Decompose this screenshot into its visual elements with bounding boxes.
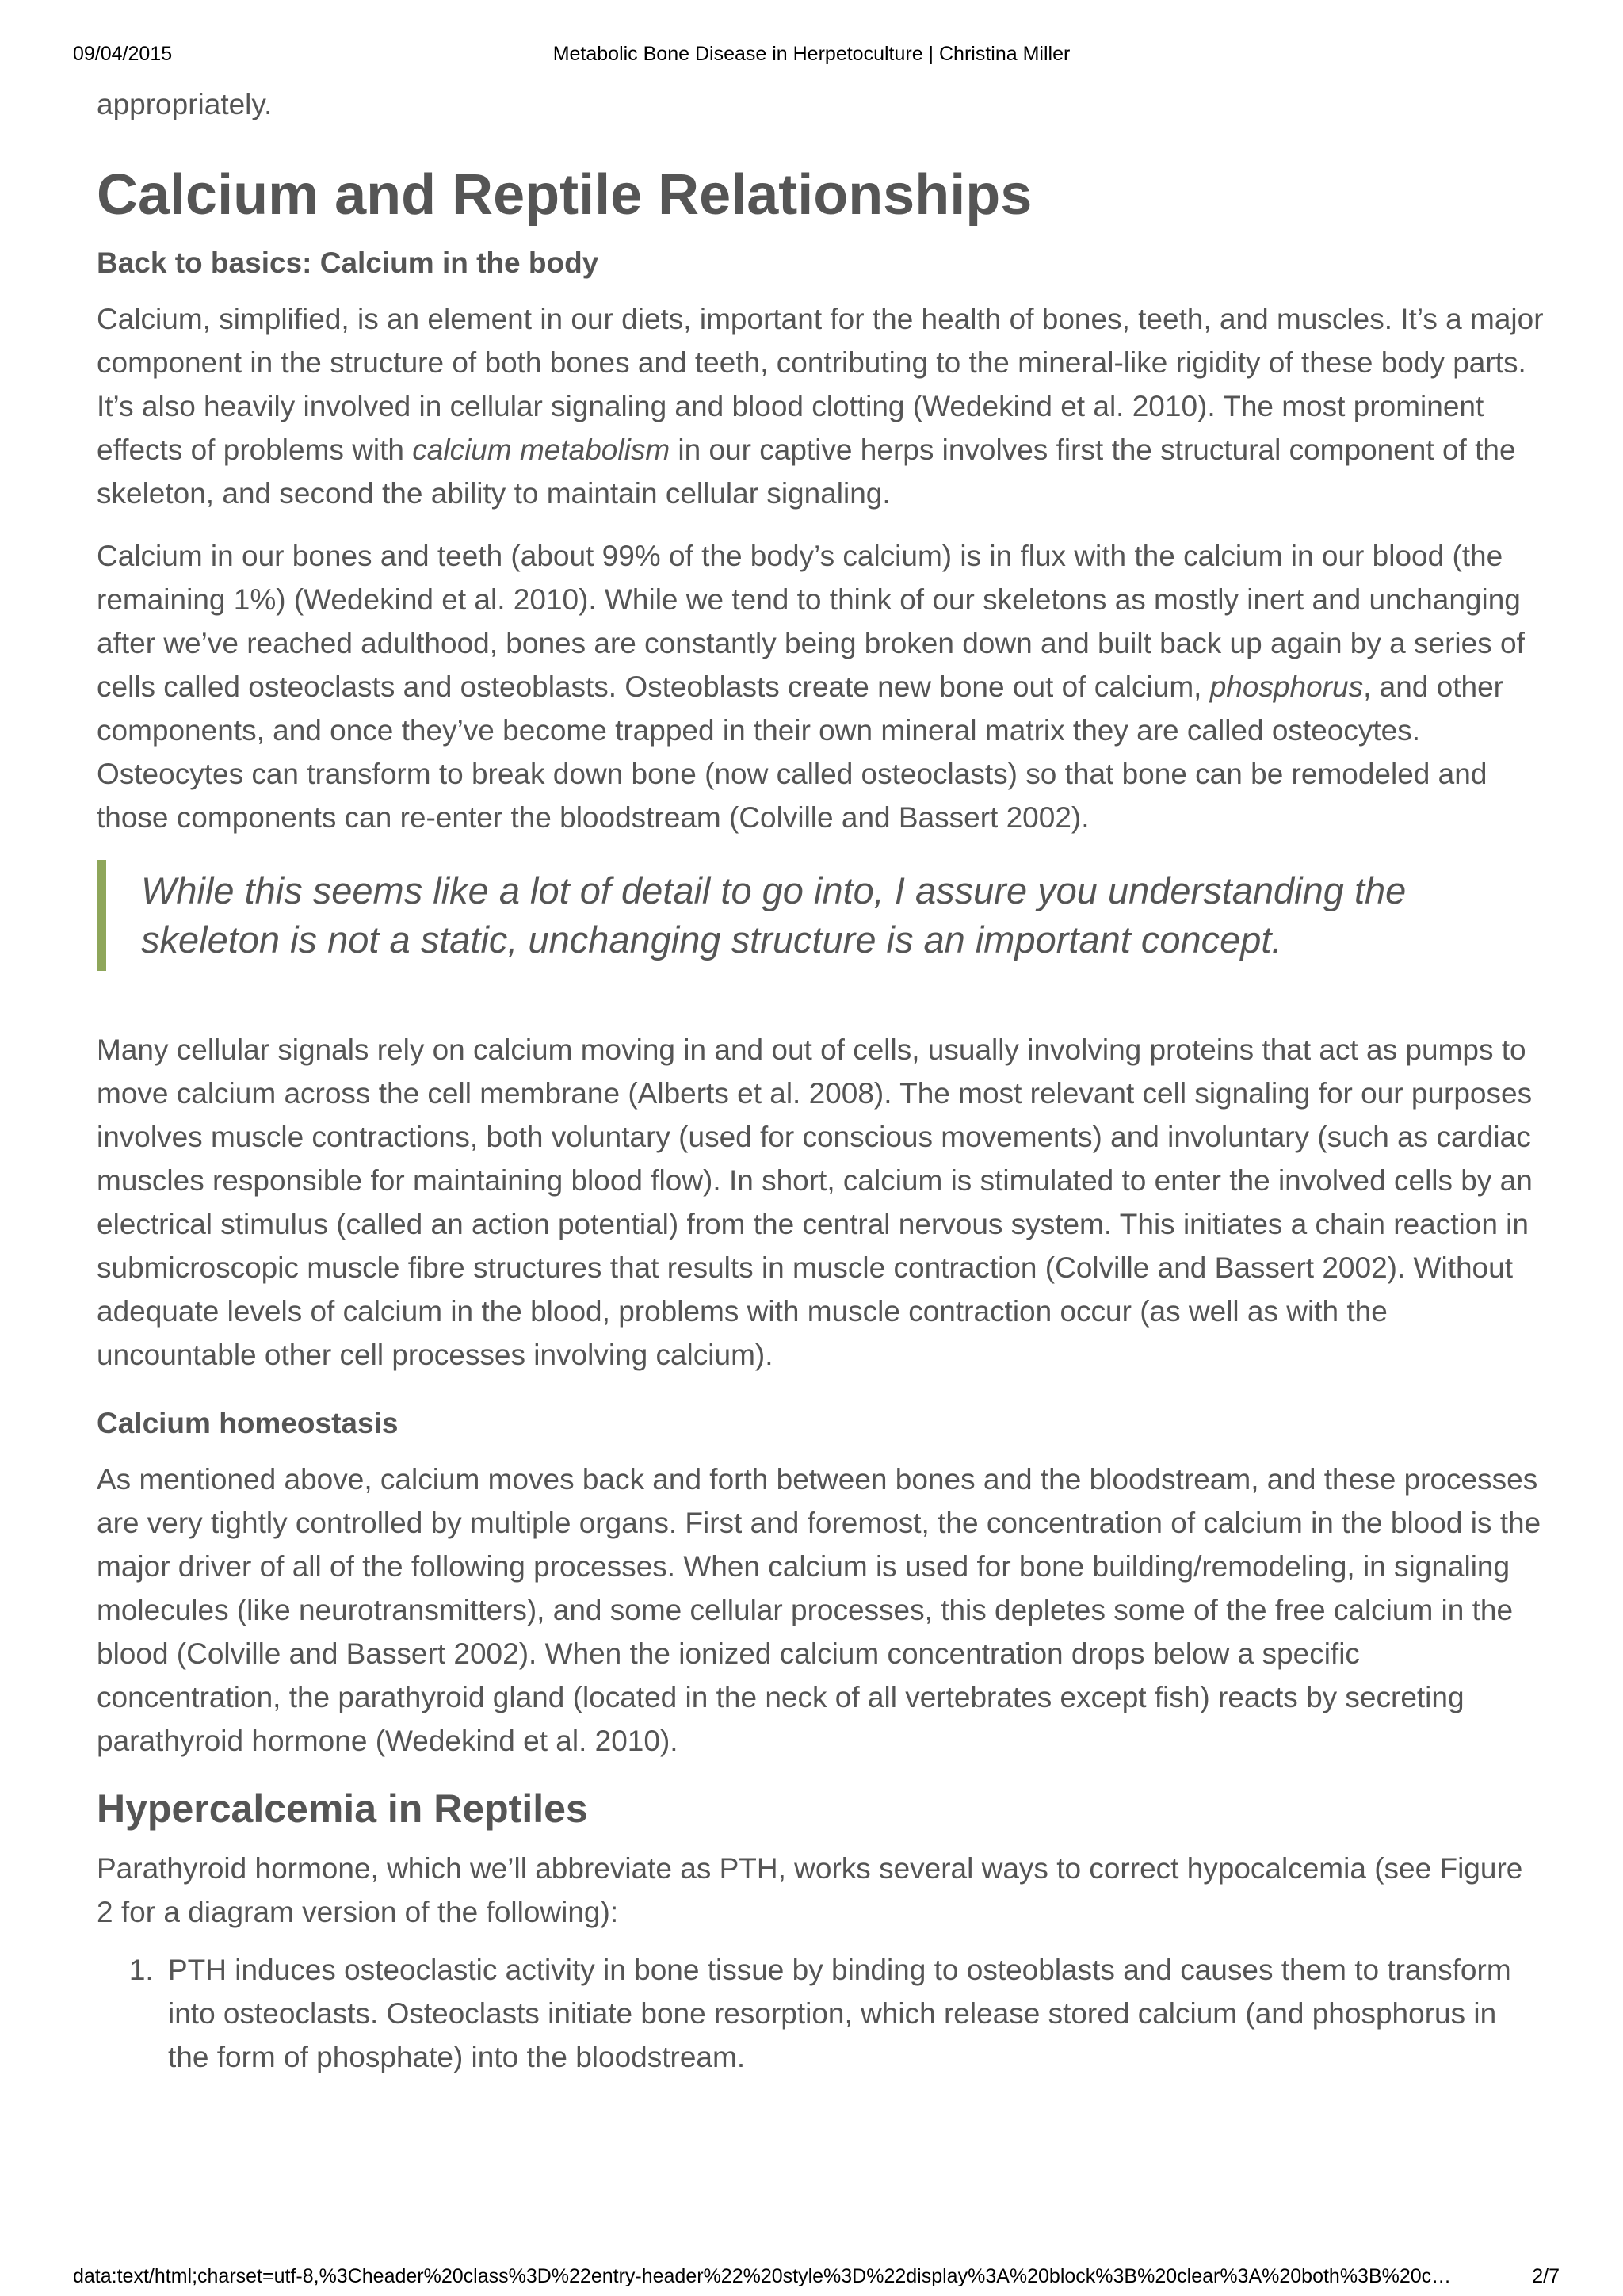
section-heading-hypercalcemia: Hypercalcemia in Reptiles bbox=[97, 1786, 588, 1831]
print-date: 09/04/2015 bbox=[73, 43, 173, 65]
paragraph-homeostasis: As mentioned above, calcium moves back and forth between bones and the bloodstream, and these processes are very tightly controlled by multiple organs. First and foremost, the concentration of calcium in the blood is the major driver of all of the following processes. When calcium is used for bone building/remodeling, in signaling molecules (like neurotransmitters), and some cellular processes, this depletes some of the free calcium in the blood (Colville and Bassert 2002). When the ionized calcium concentration drops below a specific concentration, the parathyroid gland (located in the neck of all vertebrates except fish) reacts by secreting parathyroid hormone (Wedekind et al. 2010). bbox=[97, 1463, 1541, 1757]
list-item: 1. PTH induces osteoclastic activity in bone tissue by binding to osteoblasts and causes them to transform into osteoclasts. Osteoclasts initiate bone resorption, which release stored calcium (and phosphorus in the form of phosphate) into the bloodstream. bbox=[162, 1948, 1544, 2079]
print-header bbox=[0, 43, 1623, 68]
subheading-calcium-homeostasis: Calcium homeostasis bbox=[97, 1407, 399, 1439]
paragraph-cellular-signals: Many cellular signals rely on calcium moving in and out of cells, usually involving proteins that act as pumps to move calcium across the cell membrane (Alberts et al. 2008). The most relevant cell signaling for our purposes involves muscle contractions, both voluntary (used for conscious movements) and involuntary (such as cardiac muscles responsible for maintaining blood flow). In short, calcium is stimulated to enter the involved cells by an electrical stimulus (called an action potential) from the central nervous system. This initiates a chain reaction in submicroscopic muscle fibre structures that results in muscle contraction (Colville and Bassert 2002). Without adequate levels of calcium in the blood, problems with muscle contraction occur (as well as with the uncountable other cell processes involving calcium). bbox=[97, 1033, 1533, 1371]
print-page-number: 2/7 bbox=[1532, 2265, 1560, 2287]
emphasis-phosphorus: phosphorus bbox=[1209, 670, 1364, 703]
subheading-back-to-basics: Back to basics: Calcium in the body bbox=[97, 246, 599, 279]
paragraph-calcium-bones-teeth: Calcium in our bones and teeth (about 99% of the body’s calcium) is in flux with the calcium in our blood (the remaining 1%) (Wedekind et al. 2010). While we tend to think of our skeletons as mostly inert and unchanging after we’ve reached adulthood, bones are constantly being broken down and built back up again by a series of cells called osteoclasts and osteoblasts. Osteoblasts create new bone out of calcium, phosphorus, and other components, and once they’ve become trapped in their own mineral matrix they are called osteocytes. Osteocytes can transform to break down bone (now called osteoclasts) so that bone can be remodeled and those components can re-enter the bloodstream (Colville and Bassert 2002). bbox=[97, 540, 1525, 834]
pth-steps-list bbox=[97, 1948, 1544, 2079]
section-heading-calcium-reptile: Calcium and Reptile Relationships bbox=[97, 163, 1033, 227]
paragraph-pth-intro: Parathyroid hormone, which we’ll abbreviate as PTH, works several ways to correct hypocalcemia (see Figure 2 for a diagram version of the following): bbox=[97, 1852, 1523, 1928]
print-footer bbox=[0, 2265, 1623, 2290]
emphasis-calcium-metabolism: calcium metabolism bbox=[412, 434, 670, 466]
article-content bbox=[97, 82, 1544, 2079]
paragraph-calcium-simplified: Calcium, simplified, is an element in our diets, important for the health of bones, teeth, and muscles. It’s a major component in the structure of both bones and teeth, contributing to the mineral-like rigidity of these body parts. It’s also heavily involved in cellular signaling and blood clotting (Wedekind et al. 2010). The most prominent effects of problems with calcium metabolism in our captive herps involves first the structural component of the skeleton, and second the ability to maintain cellular signaling. bbox=[97, 303, 1544, 510]
lead-fragment: appropriately. bbox=[97, 88, 273, 120]
pull-quote: While this seems like a lot of detail to go into, I assure you understanding the skeleton is not a static, unchanging structure is an important concept. bbox=[97, 860, 1544, 971]
print-page-title: Metabolic Bone Disease in Herpetoculture | Christina Miller bbox=[552, 43, 1071, 65]
print-source-url: data:text/html;charset=utf-8,%3Cheader%20class%3D%22entry-header%22%20style%3D%22display%3A%20block%3B%20clear%3A%20both%3B%20c… bbox=[73, 2265, 1452, 2287]
